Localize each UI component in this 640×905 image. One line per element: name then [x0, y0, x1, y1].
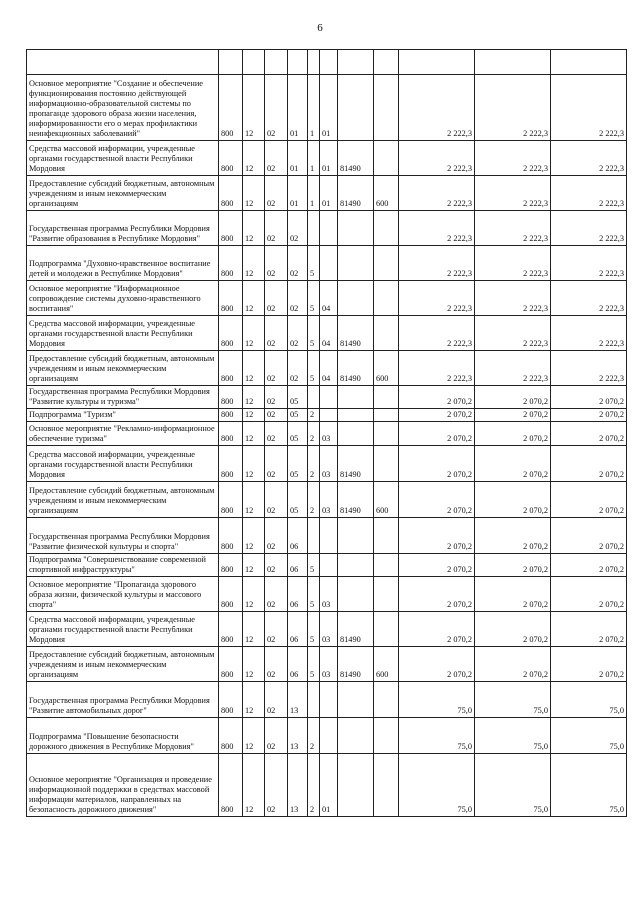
amount-year-2: 2 070,2	[475, 386, 551, 409]
amount-year-2	[475, 50, 551, 75]
subsection-code: 02	[265, 482, 288, 518]
budget-item-name: Средства массовой информации, учрежденные органами государственной власти Республики Мордовия	[27, 141, 219, 176]
subsection-code: 02	[265, 211, 288, 246]
subprogram-code: 5	[308, 281, 320, 316]
ministry-code: 800	[219, 409, 243, 422]
table-row	[27, 75, 627, 141]
ministry-code: 800	[219, 386, 243, 409]
activity-code	[320, 682, 338, 718]
table-row	[27, 351, 627, 386]
table-row	[27, 422, 627, 446]
amount-year-3: 2 222,3	[551, 281, 627, 316]
expense-type-code	[374, 75, 399, 141]
program-code: 05	[288, 409, 308, 422]
activity-code: 01	[320, 75, 338, 141]
amount-year-1: 2 222,3	[399, 351, 475, 386]
activity-code	[320, 246, 338, 281]
amount-year-3: 2 070,2	[551, 554, 627, 577]
budget-item-name: Основное мероприятие "Рекламно-информационное обеспечение туризма"	[27, 422, 219, 446]
subsection-code: 02	[265, 176, 288, 211]
amount-year-1: 2 070,2	[399, 409, 475, 422]
subsection-code: 02	[265, 386, 288, 409]
ministry-code: 800	[219, 422, 243, 446]
subsection-code: 02	[265, 281, 288, 316]
budget-item-name: Подпрограмма "Совершенствование современной спортивной инфраструктуры"	[27, 554, 219, 577]
budget-item-name: Средства массовой информации, учрежденные органами государственной власти Республики Мордовия	[27, 316, 219, 351]
subsection-code: 02	[265, 409, 288, 422]
program-code	[288, 50, 308, 75]
ministry-code: 800	[219, 612, 243, 647]
amount-year-2: 2 222,3	[475, 351, 551, 386]
program-code: 05	[288, 446, 308, 482]
amount-year-2: 2 222,3	[475, 316, 551, 351]
section-code: 12	[243, 612, 265, 647]
budget-item-name: Средства массовой информации, учрежденные органами государственной власти Республики Мордовия	[27, 446, 219, 482]
expense-type-code	[374, 211, 399, 246]
direction-code: 81490	[338, 141, 374, 176]
subprogram-code	[308, 518, 320, 554]
section-code: 12	[243, 718, 265, 754]
table-row	[27, 50, 627, 75]
activity-code: 03	[320, 577, 338, 612]
amount-year-1: 2 222,3	[399, 316, 475, 351]
expense-type-code: 600	[374, 176, 399, 211]
ministry-code: 800	[219, 554, 243, 577]
budget-item-name: Подпрограмма "Духовно-нравственное воспитание детей и молодежи в Республике Мордовия"	[27, 246, 219, 281]
amount-year-3: 2 222,3	[551, 316, 627, 351]
table-row	[27, 141, 627, 176]
subsection-code: 02	[265, 647, 288, 682]
subprogram-code: 5	[308, 577, 320, 612]
section-code: 12	[243, 577, 265, 612]
amount-year-3: 2 222,3	[551, 351, 627, 386]
amount-year-1: 2 222,3	[399, 281, 475, 316]
direction-code	[338, 554, 374, 577]
amount-year-1: 2 222,3	[399, 211, 475, 246]
amount-year-1: 2 070,2	[399, 482, 475, 518]
table-row	[27, 554, 627, 577]
budget-item-name: Подпрограмма "Повышение безопасности дорожного движения в Республике Мордовия"	[27, 718, 219, 754]
expense-type-code	[374, 50, 399, 75]
subprogram-code	[308, 211, 320, 246]
program-code: 06	[288, 612, 308, 647]
expense-type-code	[374, 141, 399, 176]
activity-code	[320, 50, 338, 75]
ministry-code: 800	[219, 482, 243, 518]
amount-year-1: 75,0	[399, 682, 475, 718]
amount-year-3: 2 070,2	[551, 577, 627, 612]
ministry-code: 800	[219, 246, 243, 281]
subprogram-code: 2	[308, 409, 320, 422]
amount-year-2: 2 070,2	[475, 446, 551, 482]
subsection-code: 02	[265, 718, 288, 754]
amount-year-1: 2 070,2	[399, 554, 475, 577]
direction-code	[338, 577, 374, 612]
expense-type-code: 600	[374, 647, 399, 682]
activity-code	[320, 718, 338, 754]
direction-code: 81490	[338, 446, 374, 482]
budget-item-name: Предоставление субсидий бюджетным, автономным учреждениям и иным некоммерческим организациям	[27, 176, 219, 211]
expense-type-code	[374, 409, 399, 422]
table-row	[27, 518, 627, 554]
activity-code: 04	[320, 281, 338, 316]
amount-year-2: 2 222,3	[475, 141, 551, 176]
direction-code	[338, 682, 374, 718]
section-code: 12	[243, 316, 265, 351]
amount-year-1: 2 070,2	[399, 647, 475, 682]
activity-code: 04	[320, 316, 338, 351]
amount-year-1: 2 070,2	[399, 577, 475, 612]
ministry-code	[219, 50, 243, 75]
table-row	[27, 446, 627, 482]
table-row	[27, 612, 627, 647]
activity-code: 03	[320, 422, 338, 446]
amount-year-3: 2 222,3	[551, 176, 627, 211]
budget-item-name: Государственная программа Республики Мордовия "Развитие автомобильных дорог"	[27, 682, 219, 718]
amount-year-3: 75,0	[551, 754, 627, 817]
ministry-code: 800	[219, 281, 243, 316]
program-code: 13	[288, 682, 308, 718]
section-code: 12	[243, 75, 265, 141]
ministry-code: 800	[219, 682, 243, 718]
section-code: 12	[243, 554, 265, 577]
table-row	[27, 577, 627, 612]
subsection-code: 02	[265, 446, 288, 482]
expense-type-code	[374, 554, 399, 577]
amount-year-2: 2 222,3	[475, 75, 551, 141]
expense-type-code	[374, 446, 399, 482]
direction-code	[338, 518, 374, 554]
budget-item-name	[27, 50, 219, 75]
subprogram-code: 2	[308, 754, 320, 817]
ministry-code: 800	[219, 211, 243, 246]
amount-year-2: 75,0	[475, 754, 551, 817]
direction-code: 81490	[338, 647, 374, 682]
table-row	[27, 482, 627, 518]
activity-code	[320, 211, 338, 246]
subprogram-code	[308, 682, 320, 718]
budget-item-name: Основное мероприятие "Организация и проведение информационной поддержки в средствах массовой информации материалов, направленных на безопасность дорожного движения"	[27, 754, 219, 817]
amount-year-1: 2 222,3	[399, 75, 475, 141]
section-code: 12	[243, 176, 265, 211]
table-row	[27, 647, 627, 682]
ministry-code: 800	[219, 577, 243, 612]
ministry-code: 800	[219, 141, 243, 176]
expense-type-code	[374, 422, 399, 446]
table-row	[27, 409, 627, 422]
amount-year-3: 2 070,2	[551, 422, 627, 446]
direction-code	[338, 75, 374, 141]
table-row	[27, 246, 627, 281]
amount-year-3: 2 070,2	[551, 386, 627, 409]
program-code: 05	[288, 422, 308, 446]
expense-type-code	[374, 281, 399, 316]
subprogram-code: 5	[308, 351, 320, 386]
program-code: 06	[288, 554, 308, 577]
expense-type-code	[374, 718, 399, 754]
amount-year-1: 2 070,2	[399, 446, 475, 482]
amount-year-3: 2 222,3	[551, 211, 627, 246]
section-code: 12	[243, 386, 265, 409]
amount-year-3	[551, 50, 627, 75]
expense-type-code	[374, 577, 399, 612]
expense-type-code	[374, 518, 399, 554]
subprogram-code: 1	[308, 141, 320, 176]
subsection-code: 02	[265, 316, 288, 351]
ministry-code: 800	[219, 351, 243, 386]
amount-year-2: 75,0	[475, 718, 551, 754]
subsection-code: 02	[265, 682, 288, 718]
section-code: 12	[243, 422, 265, 446]
ministry-code: 800	[219, 446, 243, 482]
expense-type-code	[374, 682, 399, 718]
amount-year-2: 2 222,3	[475, 176, 551, 211]
subsection-code: 02	[265, 612, 288, 647]
section-code	[243, 50, 265, 75]
amount-year-1: 2 222,3	[399, 176, 475, 211]
program-code: 13	[288, 718, 308, 754]
program-code: 02	[288, 316, 308, 351]
amount-year-3: 2 222,3	[551, 141, 627, 176]
section-code: 12	[243, 518, 265, 554]
amount-year-1: 75,0	[399, 718, 475, 754]
subprogram-code: 2	[308, 482, 320, 518]
program-code: 06	[288, 647, 308, 682]
ministry-code: 800	[219, 316, 243, 351]
amount-year-1: 2 070,2	[399, 386, 475, 409]
amount-year-3: 2 070,2	[551, 518, 627, 554]
subsection-code: 02	[265, 422, 288, 446]
amount-year-2: 2 070,2	[475, 577, 551, 612]
subsection-code: 02	[265, 246, 288, 281]
amount-year-3: 2 222,3	[551, 75, 627, 141]
table-row	[27, 718, 627, 754]
subprogram-code: 2	[308, 718, 320, 754]
subprogram-code: 5	[308, 316, 320, 351]
activity-code: 03	[320, 482, 338, 518]
direction-code: 81490	[338, 612, 374, 647]
subsection-code: 02	[265, 518, 288, 554]
amount-year-2: 2 222,3	[475, 211, 551, 246]
direction-code	[338, 386, 374, 409]
direction-code	[338, 281, 374, 316]
expense-type-code	[374, 246, 399, 281]
section-code: 12	[243, 211, 265, 246]
budget-item-name: Подпрограмма "Туризм"	[27, 409, 219, 422]
table-row	[27, 211, 627, 246]
direction-code: 81490	[338, 351, 374, 386]
amount-year-2: 2 070,2	[475, 554, 551, 577]
amount-year-2: 2 070,2	[475, 409, 551, 422]
subsection-code	[265, 50, 288, 75]
direction-code: 81490	[338, 176, 374, 211]
amount-year-2: 2 222,3	[475, 246, 551, 281]
subsection-code: 02	[265, 351, 288, 386]
direction-code	[338, 718, 374, 754]
subprogram-code: 1	[308, 176, 320, 211]
section-code: 12	[243, 647, 265, 682]
activity-code	[320, 386, 338, 409]
section-code: 12	[243, 351, 265, 386]
direction-code	[338, 422, 374, 446]
ministry-code: 800	[219, 647, 243, 682]
program-code: 05	[288, 482, 308, 518]
table-row	[27, 754, 627, 817]
subsection-code: 02	[265, 754, 288, 817]
program-code: 01	[288, 141, 308, 176]
subprogram-code: 5	[308, 647, 320, 682]
budget-item-name: Основное мероприятие "Создание и обеспечение функционирования постоянно действующей информационно-образовательной системы по пропаганде здорового образа жизни населения, информированности его о мерах профилактики неинфекционных заболеваний"	[27, 75, 219, 141]
budget-item-name: Средства массовой информации, учрежденные органами государственной власти Республики Мордовия	[27, 612, 219, 647]
section-code: 12	[243, 754, 265, 817]
subprogram-code: 2	[308, 446, 320, 482]
amount-year-1: 75,0	[399, 754, 475, 817]
activity-code	[320, 554, 338, 577]
budget-item-name: Основное мероприятие "Информационное сопровождение системы духовно-нравственного воспитания"	[27, 281, 219, 316]
budget-item-name: Государственная программа Республики Мордовия "Развитие физической культуры и спорта"	[27, 518, 219, 554]
subprogram-code: 2	[308, 422, 320, 446]
budget-item-name: Предоставление субсидий бюджетным, автономным учреждениям и иным некоммерческим организациям	[27, 482, 219, 518]
amount-year-2: 75,0	[475, 682, 551, 718]
table-row	[27, 281, 627, 316]
expense-type-code	[374, 316, 399, 351]
amount-year-2: 2 222,3	[475, 281, 551, 316]
expense-type-code	[374, 754, 399, 817]
subsection-code: 02	[265, 577, 288, 612]
activity-code: 04	[320, 351, 338, 386]
amount-year-2: 2 070,2	[475, 612, 551, 647]
amount-year-3: 2 070,2	[551, 612, 627, 647]
amount-year-2: 2 070,2	[475, 482, 551, 518]
program-code: 02	[288, 281, 308, 316]
budget-item-name: Основное мероприятие "Пропаганда здорового образа жизни, физической культуры и массового спорта"	[27, 577, 219, 612]
table-row	[27, 176, 627, 211]
activity-code	[320, 518, 338, 554]
subprogram-code: 5	[308, 612, 320, 647]
program-code: 06	[288, 577, 308, 612]
amount-year-1: 2 222,3	[399, 246, 475, 281]
activity-code: 03	[320, 647, 338, 682]
subsection-code: 02	[265, 75, 288, 141]
program-code: 13	[288, 754, 308, 817]
section-code: 12	[243, 409, 265, 422]
direction-code	[338, 246, 374, 281]
program-code: 02	[288, 246, 308, 281]
amount-year-3: 2 070,2	[551, 446, 627, 482]
section-code: 12	[243, 682, 265, 718]
table-row	[27, 386, 627, 409]
table-row	[27, 316, 627, 351]
table-row	[27, 682, 627, 718]
ministry-code: 800	[219, 718, 243, 754]
activity-code: 01	[320, 141, 338, 176]
subprogram-code: 5	[308, 554, 320, 577]
activity-code: 01	[320, 176, 338, 211]
program-code: 02	[288, 211, 308, 246]
amount-year-3: 2 070,2	[551, 482, 627, 518]
section-code: 12	[243, 446, 265, 482]
page-number: 6	[317, 22, 323, 34]
ministry-code: 800	[219, 176, 243, 211]
program-code: 02	[288, 351, 308, 386]
program-code: 06	[288, 518, 308, 554]
expense-type-code: 600	[374, 351, 399, 386]
amount-year-1: 2 222,3	[399, 141, 475, 176]
section-code: 12	[243, 482, 265, 518]
subprogram-code: 5	[308, 246, 320, 281]
budget-item-name: Государственная программа Республики Мордовия "Развитие культуры и туризма"	[27, 386, 219, 409]
amount-year-1: 2 070,2	[399, 518, 475, 554]
program-code: 01	[288, 176, 308, 211]
amount-year-2: 2 070,2	[475, 647, 551, 682]
expense-type-code: 600	[374, 482, 399, 518]
ministry-code: 800	[219, 518, 243, 554]
amount-year-2: 2 070,2	[475, 518, 551, 554]
subprogram-code	[308, 50, 320, 75]
direction-code	[338, 409, 374, 422]
direction-code: 81490	[338, 482, 374, 518]
section-code: 12	[243, 246, 265, 281]
ministry-code: 800	[219, 75, 243, 141]
activity-code: 03	[320, 446, 338, 482]
amount-year-1: 2 070,2	[399, 422, 475, 446]
subprogram-code: 1	[308, 75, 320, 141]
program-code: 05	[288, 386, 308, 409]
direction-code	[338, 754, 374, 817]
amount-year-3: 2 222,3	[551, 246, 627, 281]
direction-code	[338, 211, 374, 246]
amount-year-1: 2 070,2	[399, 612, 475, 647]
budget-table	[26, 49, 627, 817]
expense-type-code	[374, 612, 399, 647]
direction-code: 81490	[338, 316, 374, 351]
activity-code	[320, 409, 338, 422]
direction-code	[338, 50, 374, 75]
ministry-code: 800	[219, 754, 243, 817]
budget-item-name: Предоставление субсидий бюджетным, автономным учреждениям и иным некоммерческим организациям	[27, 351, 219, 386]
amount-year-1	[399, 50, 475, 75]
section-code: 12	[243, 281, 265, 316]
amount-year-3: 75,0	[551, 718, 627, 754]
expense-type-code	[374, 386, 399, 409]
amount-year-2: 2 070,2	[475, 422, 551, 446]
subsection-code: 02	[265, 141, 288, 176]
activity-code: 01	[320, 754, 338, 817]
amount-year-3: 2 070,2	[551, 409, 627, 422]
activity-code: 03	[320, 612, 338, 647]
subsection-code: 02	[265, 554, 288, 577]
section-code: 12	[243, 141, 265, 176]
budget-item-name: Государственная программа Республики Мордовия "Развитие образования в Республике Мордовия"	[27, 211, 219, 246]
amount-year-3: 75,0	[551, 682, 627, 718]
amount-year-3: 2 070,2	[551, 647, 627, 682]
subprogram-code	[308, 386, 320, 409]
budget-item-name: Предоставление субсидий бюджетным, автономным учреждениям и иным некоммерческим организациям	[27, 647, 219, 682]
program-code: 01	[288, 75, 308, 141]
